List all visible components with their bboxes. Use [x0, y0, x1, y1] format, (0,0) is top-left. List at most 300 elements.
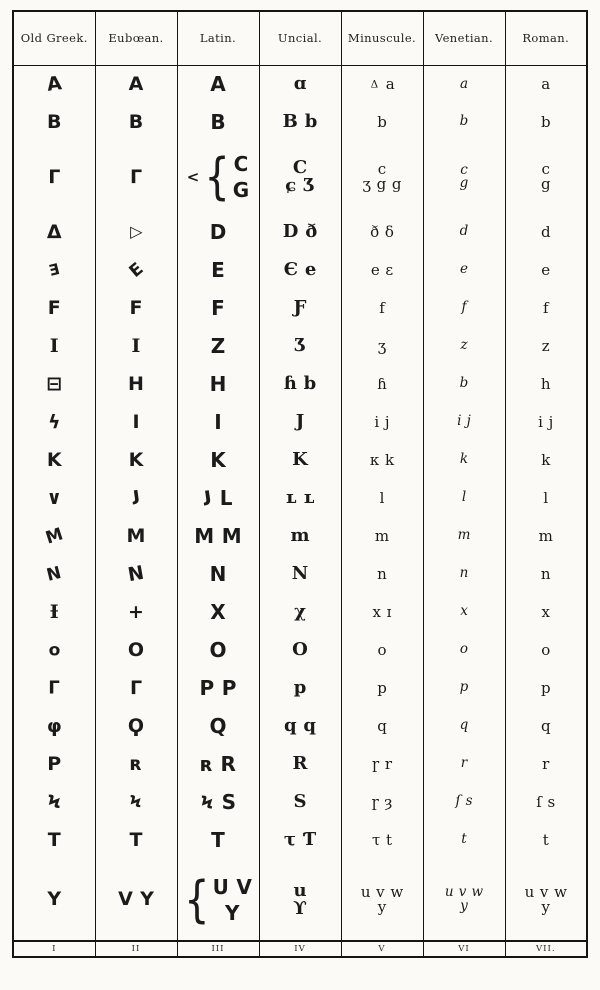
letter-glyph: m: [538, 526, 553, 545]
letter-glyph: Δ: [46, 220, 62, 243]
glyph-cell: [341, 783, 423, 821]
glyph-cell: [177, 593, 259, 631]
glyph-line: [14, 261, 95, 280]
glyph-line: [96, 448, 177, 471]
glyph-line: [14, 372, 95, 395]
glyph-cell: [177, 555, 259, 593]
letter-glyph: N: [44, 562, 64, 585]
glyph-line: [342, 602, 423, 621]
glyph-cell: [259, 141, 341, 213]
letter-glyph: ɦ: [283, 373, 297, 394]
letter-glyph: Y: [224, 900, 240, 925]
letter-glyph: ɼ: [371, 754, 380, 773]
letter-glyph: T: [211, 828, 225, 852]
glyph-cell: [423, 213, 505, 251]
letter-glyph: r: [460, 755, 468, 772]
glyph-lines: [260, 159, 341, 195]
letter-glyph: ɪ: [386, 602, 392, 621]
letter-glyph: F: [211, 296, 225, 320]
glyph-cell: [505, 65, 587, 103]
glyph-line: [96, 600, 177, 623]
letter-glyph: G: [232, 178, 250, 202]
glyph-line: [260, 603, 341, 621]
glyph-line: [342, 564, 423, 583]
letter-glyph: N: [209, 562, 227, 586]
glyph-cell: [505, 441, 587, 479]
letter-glyph: H: [209, 372, 227, 396]
letter-glyph: ʀ: [129, 752, 143, 775]
glyph-line: [506, 112, 587, 131]
glyph-line: [96, 110, 177, 133]
table-body: [13, 65, 587, 941]
glyph-line: [342, 336, 423, 355]
column-header-0: Old Greek.: [13, 11, 95, 65]
letter-glyph: e: [304, 259, 317, 280]
glyph-cell: [259, 103, 341, 141]
glyph-cell: [505, 141, 587, 213]
letter-glyph: Ƒ: [293, 297, 307, 318]
glyph-cell: [259, 669, 341, 707]
glyph-line: [424, 719, 505, 733]
glyph-line: [234, 154, 249, 174]
letter-glyph: Y: [140, 888, 154, 910]
glyph-line: [14, 110, 95, 133]
glyph-cell: [259, 403, 341, 441]
glyph-line: [260, 641, 341, 659]
glyph-line: [342, 792, 423, 811]
table-row-D: [13, 213, 587, 251]
letter-glyph: i: [457, 413, 462, 430]
letter-glyph: u: [360, 882, 371, 901]
table-row-B: [13, 103, 587, 141]
letter-glyph: M: [42, 523, 66, 548]
glyph-line: [260, 113, 341, 131]
glyph-cell: [505, 103, 587, 141]
letter-glyph: v: [376, 882, 385, 901]
glyph-cell: [341, 213, 423, 251]
glyph-line: [260, 337, 341, 355]
glyph-cell: [13, 327, 95, 365]
glyph-line: [178, 336, 259, 356]
glyph-cell: [13, 669, 95, 707]
letter-glyph: M: [194, 524, 215, 548]
letter-glyph: e: [541, 260, 551, 279]
glyph-line: [14, 523, 95, 548]
glyph-cell: [259, 65, 341, 103]
letter-glyph: Γ: [48, 165, 61, 188]
glyph-line: [506, 640, 587, 659]
glyph-cell: [341, 441, 423, 479]
glyph-cell: [505, 745, 587, 783]
glyph-cell: [177, 441, 259, 479]
letter-glyph: ſ: [455, 793, 461, 810]
letter-glyph: p: [540, 678, 551, 697]
glyph-cell: [259, 821, 341, 859]
table-row-T: [13, 821, 587, 859]
glyph-line: [260, 299, 341, 317]
letter-glyph: O: [292, 639, 308, 660]
table-row-P: [13, 669, 587, 707]
glyph-line: [260, 897, 341, 919]
letter-glyph: T: [129, 828, 143, 851]
glyph-cell: [505, 707, 587, 745]
letter-glyph: c: [460, 161, 468, 178]
letter-glyph: x: [372, 602, 381, 621]
letter-glyph: I: [131, 334, 141, 357]
glyph-cell: [423, 365, 505, 403]
glyph-line: [96, 486, 177, 509]
letter-glyph: u: [524, 882, 535, 901]
glyph-cell: [423, 327, 505, 365]
glyph-cell: [95, 593, 177, 631]
letter-glyph: z: [460, 337, 468, 354]
glyph-cell: [341, 555, 423, 593]
glyph-cell: [341, 103, 423, 141]
glyph-line: [342, 830, 423, 849]
table-row-X: [13, 593, 587, 631]
glyph-line: [342, 374, 423, 393]
glyph-cell: [423, 783, 505, 821]
letter-glyph: K: [210, 448, 226, 472]
letter-glyph: j: [548, 412, 554, 431]
glyph-line: [14, 790, 95, 813]
glyph-line: [260, 75, 341, 93]
glyph-line: [260, 527, 341, 545]
glyph-cell: [95, 213, 177, 251]
glyph-lines: [424, 886, 505, 913]
letter-glyph: Ƭ: [302, 829, 317, 850]
glyph-line: [14, 410, 95, 433]
glyph-line: [178, 830, 259, 850]
glyph-line: [342, 74, 423, 93]
letter-glyph: I: [132, 410, 140, 433]
letter-glyph: ȝ: [384, 792, 393, 811]
glyph-cell: [341, 707, 423, 745]
letter-glyph: δ: [384, 222, 394, 241]
glyph-cell: [505, 365, 587, 403]
glyph-cell: [505, 213, 587, 251]
letter-glyph: d: [459, 223, 469, 240]
letter-glyph: Q: [209, 714, 227, 738]
glyph-line: [342, 640, 423, 659]
letter-glyph: K: [292, 449, 308, 470]
glyph-line: [342, 526, 423, 545]
glyph-cell: [259, 213, 341, 251]
glyph-line: [342, 488, 423, 507]
glyph-cell: [177, 783, 259, 821]
letter-glyph: R: [292, 753, 308, 774]
glyph-line: [342, 450, 423, 469]
glyph-line: [14, 448, 95, 471]
glyph-line: [424, 833, 505, 847]
glyph-line: [14, 828, 95, 851]
table-row-CG: [13, 141, 587, 213]
glyph-cell: [259, 631, 341, 669]
glyph-cell: [505, 631, 587, 669]
letter-glyph: b: [303, 373, 317, 394]
glyph-cell: [423, 631, 505, 669]
glyph-cell: [13, 555, 95, 593]
letter-glyph: q: [283, 715, 297, 736]
glyph-cell: [341, 859, 423, 941]
glyph-cell: [505, 859, 587, 941]
glyph-cell: [13, 365, 95, 403]
glyph-line: [14, 71, 95, 96]
letter-glyph: m: [457, 527, 471, 544]
glyph-line: [178, 792, 259, 812]
letter-glyph: d: [540, 222, 551, 241]
glyph-cell: [505, 517, 587, 555]
letter-glyph: Δ: [370, 77, 379, 91]
glyph-line: [96, 334, 177, 357]
letter-glyph: l: [379, 488, 385, 507]
glyph-cell: [423, 821, 505, 859]
letter-glyph: p: [293, 677, 307, 698]
glyph-cell: [341, 593, 423, 631]
letter-glyph: Ɨ: [49, 600, 59, 623]
letter-glyph: p: [377, 678, 387, 697]
glyph-lines: [506, 882, 587, 916]
glyph-line: [260, 177, 341, 195]
glyph-cell: [259, 745, 341, 783]
glyph-line: [14, 890, 95, 909]
glyph-line: [212, 874, 252, 899]
glyph-cell: [505, 821, 587, 859]
glyph-cell: [177, 745, 259, 783]
letter-glyph: n: [459, 565, 469, 582]
glyph-cell: [95, 783, 177, 821]
glyph-line: [14, 334, 95, 357]
glyph-line: [260, 375, 341, 393]
glyph-line: [424, 897, 505, 914]
table-row-Z: [13, 327, 587, 365]
letter-glyph: Ʒ: [294, 335, 306, 356]
glyph-cell: [177, 631, 259, 669]
letter-glyph: h: [540, 374, 551, 393]
glyph-cell: [177, 669, 259, 707]
glyph-line: [178, 412, 259, 432]
letter-glyph: b: [304, 111, 318, 132]
letter-glyph: s: [547, 792, 556, 811]
letter-glyph: N: [126, 561, 146, 586]
glyph-line: [506, 177, 587, 192]
glyph-line: [178, 374, 259, 394]
letter-glyph: B: [282, 111, 298, 132]
letter-glyph: ɛ: [385, 260, 394, 279]
glyph-line: [424, 681, 505, 695]
glyph-line: [178, 602, 259, 622]
glyph-cell: [341, 821, 423, 859]
letter-glyph: c: [541, 160, 550, 178]
letter-glyph: l: [461, 489, 467, 506]
glyph-line: [506, 412, 587, 431]
glyph-cell: [177, 141, 259, 213]
glyph-line: [424, 415, 505, 429]
table-row-H: [13, 365, 587, 403]
glyph-line: [424, 491, 505, 505]
letter-glyph: P: [221, 676, 237, 700]
glyph-line: [506, 374, 587, 393]
glyph-cell: [13, 289, 95, 327]
letter-glyph: y: [460, 897, 468, 914]
glyph-line: [506, 260, 587, 279]
glyph-cell: [259, 707, 341, 745]
column-numeral: I: [13, 941, 95, 957]
alphabet-comparison-table: [12, 10, 588, 958]
glyph-cell: [95, 141, 177, 213]
glyph-lines: [506, 162, 587, 192]
glyph-line: [506, 564, 587, 583]
glyph-cell: [259, 365, 341, 403]
table-footer: [13, 941, 587, 957]
glyph-cell: [95, 707, 177, 745]
letter-glyph: ∨: [46, 486, 62, 509]
glyph-line: [342, 177, 423, 192]
glyph-line: [178, 260, 259, 280]
letter-glyph: k: [459, 451, 469, 468]
glyph-line: [342, 222, 423, 241]
glyph-line: [506, 792, 587, 811]
glyph-line: [424, 177, 505, 191]
glyph-line: [506, 222, 587, 241]
glyph-lines: [342, 162, 423, 192]
letter-glyph: V: [236, 874, 252, 899]
letter-glyph: B: [128, 110, 144, 133]
glyph-line: [178, 485, 259, 511]
letter-glyph: e: [460, 261, 468, 278]
column-numeral: IV: [259, 941, 341, 957]
glyph-line: [96, 890, 177, 909]
glyph-cell: [341, 65, 423, 103]
glyph-cell: [341, 479, 423, 517]
glyph-line: [260, 159, 341, 177]
letter-glyph: S: [293, 791, 307, 812]
letter-glyph: f: [542, 298, 549, 317]
letter-glyph: f: [379, 298, 385, 317]
glyph-line: [14, 165, 95, 188]
letter-glyph: b: [377, 112, 387, 131]
glyph-cell: [423, 441, 505, 479]
letter-glyph: A: [128, 72, 144, 95]
letter-glyph: ʟ: [285, 487, 297, 508]
letter-glyph: Γ: [48, 677, 60, 698]
letter-glyph: C: [292, 157, 308, 178]
letter-glyph: r: [542, 754, 550, 773]
letter-glyph: S: [221, 790, 237, 814]
letter-glyph: A: [210, 72, 226, 97]
letter-glyph: N: [291, 563, 309, 584]
letter-glyph: c: [377, 160, 387, 178]
letter-glyph: Γ: [129, 676, 143, 699]
column-header-3: Uncial.: [259, 11, 341, 65]
letter-glyph: s: [465, 793, 473, 810]
glyph-line: [342, 897, 423, 916]
glyph-cell: [505, 251, 587, 289]
column-header-4: Minuscule.: [341, 11, 423, 65]
glyph-line: [178, 222, 259, 242]
glyph-line: [178, 640, 259, 660]
letter-glyph: b: [459, 375, 469, 392]
glyph-cell: [341, 365, 423, 403]
glyph-cell: [13, 707, 95, 745]
glyph-cell: [177, 821, 259, 859]
table-row-E: [13, 251, 587, 289]
glyph-line: [342, 716, 423, 735]
letter-glyph: F: [129, 296, 143, 319]
glyph-cell: [259, 441, 341, 479]
left-brace: {: [184, 870, 210, 929]
letter-glyph: t: [385, 830, 393, 849]
glyph-cell: [341, 327, 423, 365]
glyph-lines: [342, 882, 423, 916]
column-numeral: VII.: [505, 941, 587, 957]
glyph-line: [96, 828, 177, 851]
glyph-line: [424, 795, 505, 809]
letter-glyph: ʒ: [377, 336, 387, 355]
letter-glyph: m: [290, 525, 310, 546]
braced-group: [178, 148, 259, 206]
glyph-line: [96, 296, 177, 319]
glyph-line: [178, 716, 259, 736]
letter-glyph: q: [459, 717, 469, 734]
glyph-cell: [95, 745, 177, 783]
letter-glyph: O: [209, 638, 227, 662]
glyph-lines: [260, 879, 341, 919]
glyph-cell: [505, 555, 587, 593]
glyph-line: [96, 752, 177, 775]
letter-glyph: J: [295, 411, 305, 432]
glyph-line: [342, 678, 423, 697]
left-brace: {: [204, 148, 230, 206]
glyph-line: [424, 225, 505, 239]
glyph-cell: [423, 555, 505, 593]
glyph-line: [424, 339, 505, 353]
glyph-line: [424, 605, 505, 619]
glyph-cell: [95, 365, 177, 403]
table-row-A: [13, 65, 587, 103]
glyph-line: [96, 793, 177, 812]
glyph-cell: [423, 289, 505, 327]
glyph-line: [506, 678, 587, 697]
glyph-line: [506, 74, 587, 93]
letter-glyph: Ϟ: [47, 790, 61, 813]
letter-glyph: D: [209, 220, 227, 244]
glyph-cell: [341, 631, 423, 669]
glyph-line: [178, 678, 259, 698]
glyph-cell: [423, 517, 505, 555]
glyph-line: [96, 676, 177, 699]
glyph-line: [96, 714, 177, 737]
glyph-line: [506, 716, 587, 735]
letter-glyph: E: [211, 258, 225, 282]
glyph-cell: [13, 517, 95, 555]
glyph-cell: [95, 631, 177, 669]
glyph-line: [260, 489, 341, 507]
letter-glyph: I: [49, 334, 59, 357]
letter-glyph: a: [459, 75, 469, 92]
glyph-cell: [505, 403, 587, 441]
glyph-cell: [95, 441, 177, 479]
letter-glyph: g: [459, 175, 469, 191]
glyph-lines: [424, 161, 505, 191]
letter-glyph: O: [127, 638, 145, 661]
glyph-cell: [95, 327, 177, 365]
glyph-line: [260, 413, 341, 431]
glyph-cell: [177, 327, 259, 365]
glyph-cell: [13, 441, 95, 479]
letter-glyph: A: [45, 71, 63, 96]
letter-glyph: q: [377, 716, 387, 735]
